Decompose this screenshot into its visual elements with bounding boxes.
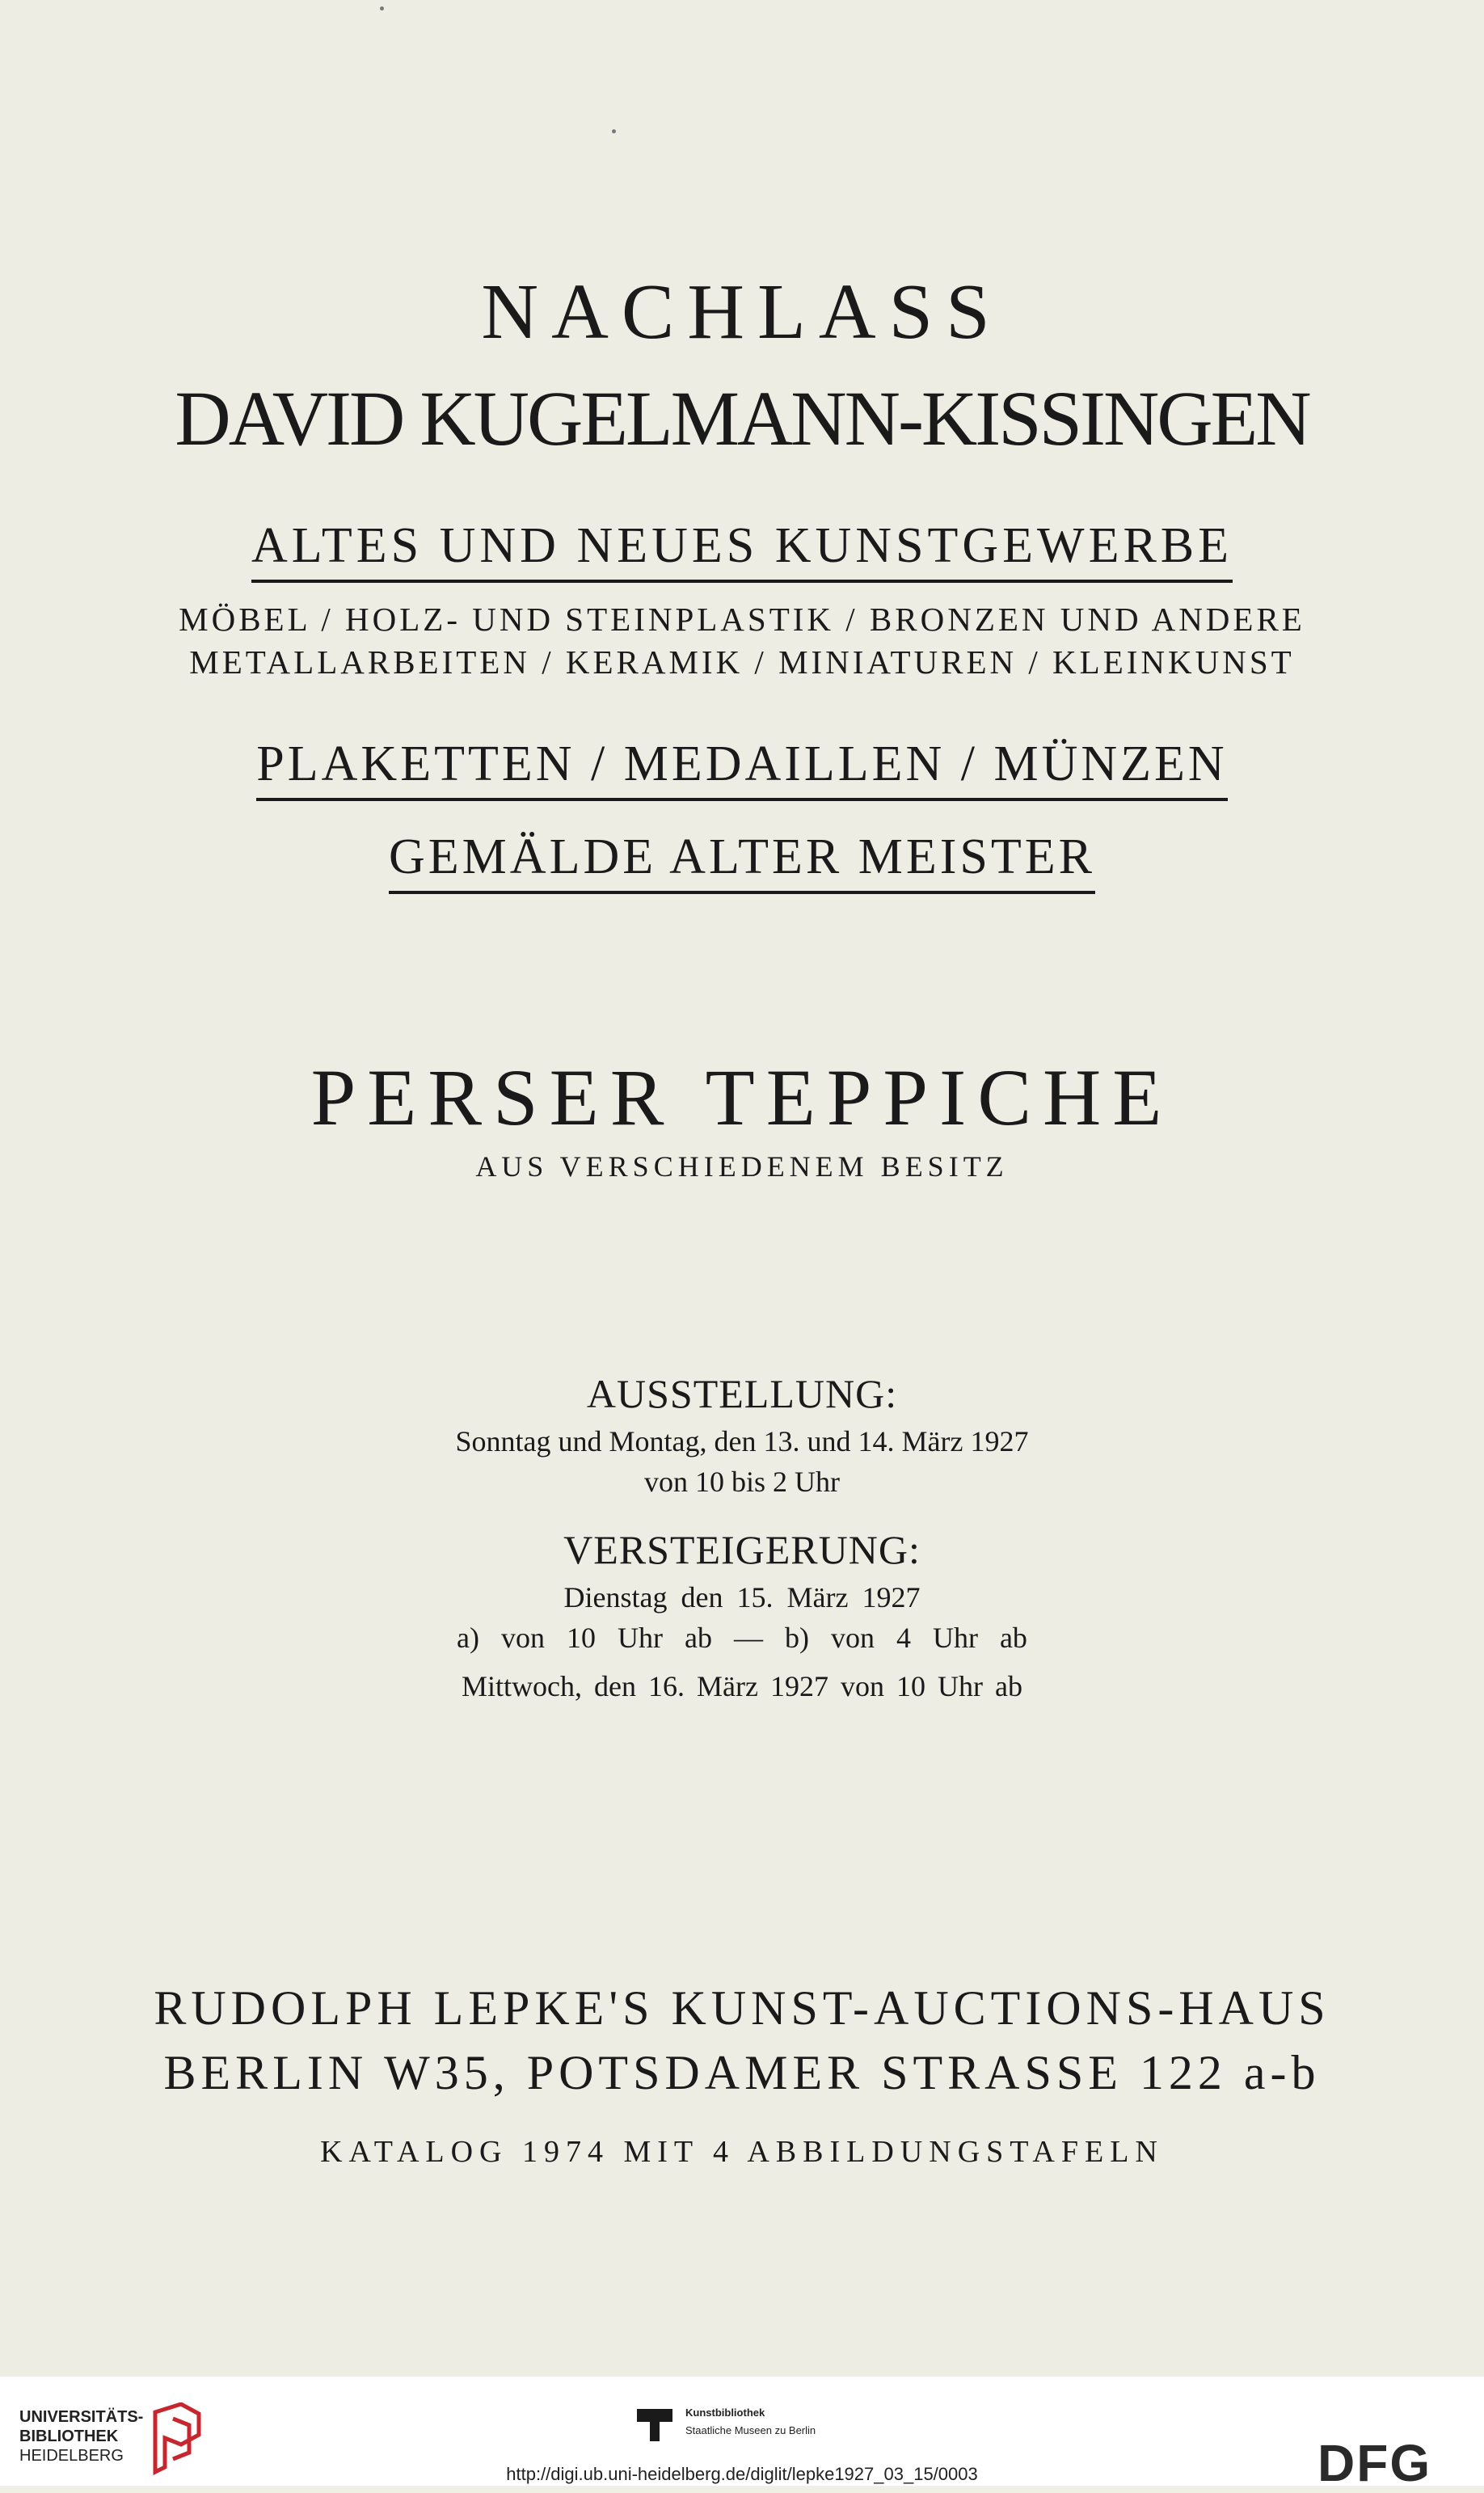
perser-subtitle: AUS VERSCHIEDENEM BESITZ	[475, 1150, 1009, 1183]
ub-heidelberg-label	[19, 2407, 143, 2466]
plaketten-heading: PLAKETTEN / MEDAILLEN / MÜNZEN	[256, 736, 1227, 801]
auction-house-name: RUDOLPH LEPKE'S KUNST-AUCTIONS-HAUS	[154, 1981, 1330, 2035]
kunstbibliothek-label	[685, 2404, 816, 2440]
moebel-line: MÖBEL / HOLZ- UND STEINPLASTIK / BRONZEN UND ANDERE	[179, 601, 1305, 638]
gemaelde-heading: GEMÄLDE ALTER MEISTER	[389, 829, 1095, 894]
speck-mark	[612, 129, 616, 133]
katalog-line: KATALOG 1974 MIT 4 ABBILDUNGSTAFELN	[320, 2135, 1164, 2169]
ausstellung-heading: AUSSTELLUNG:	[586, 1371, 898, 1416]
ausstellung-dates: Sonntag und Montag, den 13. und 14. März 1927	[455, 1425, 1029, 1457]
ub-line-1: UNIVERSITÄTS-	[19, 2408, 144, 2426]
dfg-logo: DFG	[1317, 2434, 1432, 2492]
kb-line-1: Kunstbibliothek	[685, 2407, 765, 2419]
versteigerung-heading: VERSTEIGERUNG:	[563, 1527, 921, 1572]
ub-line-3: HEIDELBERG	[19, 2447, 124, 2465]
kb-line-2: Staatliche Museen zu Berlin	[685, 2424, 816, 2436]
kunstbibliothek-logo-icon	[632, 2402, 677, 2452]
speck-mark	[380, 6, 384, 11]
ausstellung-hours: von 10 bis 2 Uhr	[644, 1466, 840, 1498]
estate-name: DAVID KUGELMANN-KISSINGEN	[175, 375, 1309, 462]
source-url-link[interactable]: http://digi.ub.uni-heidelberg.de/diglit/lepke1927_03_15/0003	[506, 2464, 978, 2484]
perser-teppiche-title: PERSER TEPPICHE	[310, 1052, 1174, 1142]
ub-line-2: BIBLIOTHEK	[19, 2428, 119, 2445]
versteigerung-day2: Mittwoch, den 16. März 1927 von 10 Uhr ab	[462, 1670, 1022, 1702]
versteigerung-day1: Dienstag den 15. März 1927	[563, 1581, 921, 1613]
altes-kunstgewerbe-heading: ALTES UND NEUES KUNSTGEWERBE	[251, 517, 1233, 583]
auction-house-address: BERLIN W35, POTSDAMER STRASSE 122 a-b	[163, 2046, 1321, 2099]
metallarbeiten-line: METALLARBEITEN / KERAMIK / MINIATUREN / KLEINKUNST	[189, 643, 1295, 681]
nachlass-heading: NACHLASS	[481, 268, 1003, 356]
versteigerung-times: a) von 10 Uhr ab — b) von 4 Uhr ab	[457, 1622, 1027, 1654]
